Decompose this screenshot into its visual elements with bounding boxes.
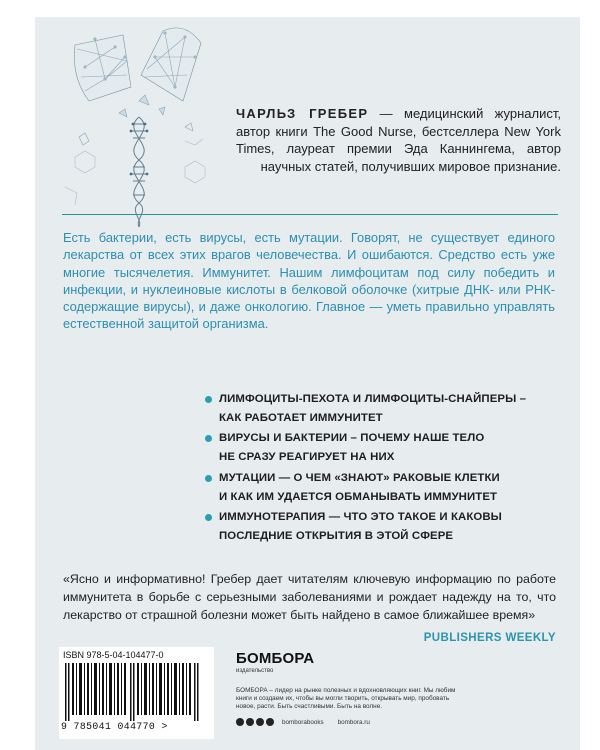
publisher-logo-sub: издательство (236, 668, 274, 674)
review-quote: «Ясно и информативно! Гребер дает читателям ключевую информацию по работе иммунитета в борьбе с серьезными заболеваниями и рождает надежду на то, что лекарство от страшной болезни может быть найдено в самое ближайшее время» (63, 572, 556, 622)
author-bio (236, 105, 561, 175)
social-icon (236, 718, 244, 726)
topic-text: ЛИМФОЦИТЫ-ПЕХОТА И ЛИМФОЦИТЫ-СНАЙПЕРЫ – КАК РАБОТАЕТ ИММУНИТЕТ (219, 393, 527, 424)
topics-list (205, 390, 545, 548)
book-back-cover (35, 17, 580, 750)
bullet-dot-icon (205, 514, 212, 521)
publisher-site: bombora.ru (337, 718, 370, 726)
barcode-digits: 9 785041 044770 > (61, 721, 168, 732)
divider-line (62, 214, 558, 215)
publisher-social-links (236, 717, 370, 727)
quote-source: PUBLISHERS WEEKLY (423, 632, 556, 644)
topic-text: ВИРУСЫ И БАКТЕРИИ – ПОЧЕМУ НАШЕ ТЕЛО НЕ СРАЗУ РЕАГИРУЕТ НА НИХ (219, 432, 485, 464)
topic-item (205, 469, 545, 506)
publisher-logo: БОМБОРА (236, 650, 315, 667)
bullet-dot-icon (205, 396, 212, 403)
publisher-handle: bomborabooks (282, 718, 324, 726)
barcode-box (59, 647, 214, 739)
author-bio-text: — медицинский журналист, автор книги The Good Nurse, бестселлера New York Times, лауреат премии Эда Каннингема, автор научных статей, получивших мировое признание. (236, 106, 561, 174)
social-icon (256, 718, 264, 726)
bullet-dot-icon (205, 435, 212, 442)
capsule-dna-illustration (35, 17, 235, 227)
topic-item (205, 508, 545, 545)
social-icon (246, 718, 254, 726)
topic-text: ИММУНОТЕРАПИЯ — ЧТО ЭТО ТАКОЕ И КАКОВЫ ПОСЛЕДНИЕ ОТКРЫТИЯ В ЭТОЙ СФЕРЕ (219, 511, 502, 542)
author-name: ЧАРЛЬЗ ГРЕБЕР (236, 106, 369, 121)
publisher-description: БОМБОРА – лидер на рынке полезных и вдохновляющих книг. Мы любим книги и создаем их, чтобы вы могли творить, открывать мир, пробовать новое, расти. Быть счастливыми. Быть на волне. (236, 687, 456, 711)
book-description: Есть бактерии, есть вирусы, есть мутации. Говорят, не существует единого лекарства от всех этих врагов человечества. И ошибаются. Средство есть уже многие тысячелетия. Иммунитет. Нашим лимфоцитам под силу победить и инфекции, и нуклеиновые кислоты в белковой оболочке (хитрые ДНК- или РНК-содержащие вирусы), и даже онкологию. Главное — уметь правильно управлять естественной защитой организма. (63, 230, 555, 332)
social-icon (266, 718, 274, 726)
bullet-dot-icon (205, 475, 212, 482)
topic-item (205, 390, 545, 427)
topic-text: МУТАЦИИ — О ЧЕМ «ЗНАЮТ» РАКОВЫЕ КЛЕТКИ И КАК ИМ УДАЕТСЯ ОБМАНЫВАТЬ ИММУНИТЕТ (219, 471, 500, 503)
barcode-bars (65, 663, 207, 721)
topic-item (205, 429, 545, 466)
isbn-text: ISBN 978-5-04-104477-0 (63, 650, 164, 660)
